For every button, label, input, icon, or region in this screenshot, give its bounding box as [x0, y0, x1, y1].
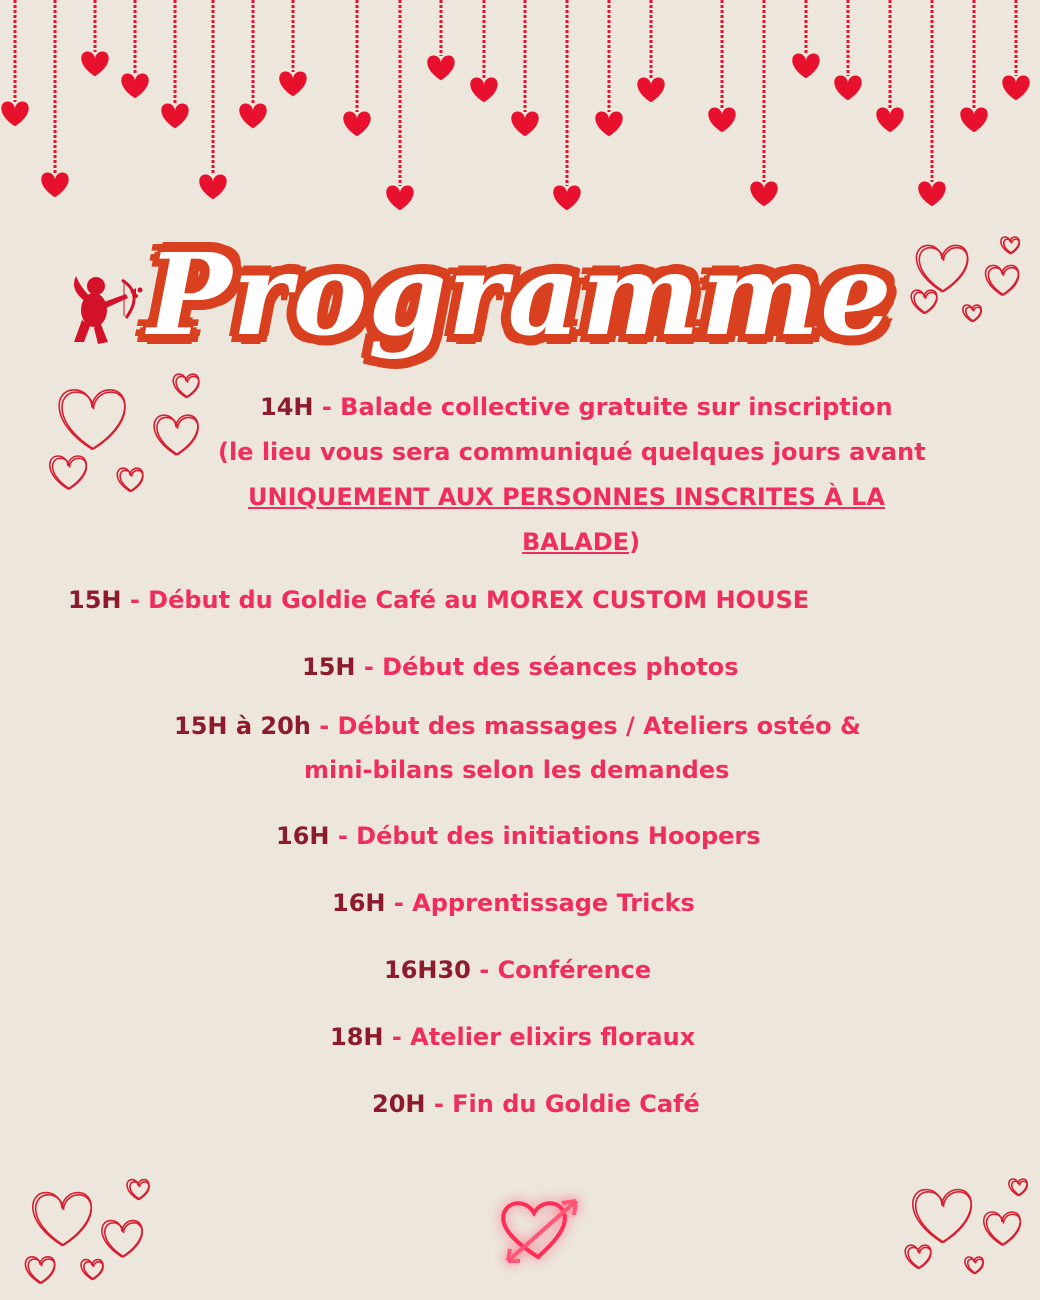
heart-outline-icon	[81, 1260, 103, 1280]
schedule-line: 16H - Début des initiations Hoopers	[276, 822, 761, 850]
hanging-heart-icon	[81, 52, 108, 77]
heart-outline-icon	[157, 417, 198, 454]
schedule-line: 18H - Atelier elixirs floraux	[330, 1023, 696, 1051]
page-title: Programme	[147, 230, 893, 361]
heart-outline-icon	[33, 1193, 91, 1246]
schedule-line: UNIQUEMENT AUX PERSONNES INSCRITES À LA	[248, 483, 885, 511]
hanging-heart-icon	[386, 186, 413, 211]
schedule-line: 20H - Fin du Goldie Café	[372, 1090, 700, 1118]
heart-outline-icon	[965, 1257, 983, 1274]
heart-outline-icon	[62, 392, 125, 449]
hanging-heart-icon	[834, 76, 861, 101]
hanging-heart-icon	[637, 78, 664, 103]
heart-outline-icon	[987, 1214, 1021, 1245]
heart-outline-icon	[59, 390, 125, 449]
hanging-heart-icon	[239, 104, 266, 129]
heart-outline-icon	[908, 1247, 931, 1268]
heart-outline-icon	[154, 415, 198, 455]
hanging-heart-icon	[121, 74, 148, 99]
heart-outline-icon	[127, 1180, 149, 1200]
heart-outline-icon	[36, 1195, 92, 1245]
heart-outline-icon	[905, 1245, 931, 1268]
heart-outline-icon	[105, 1223, 142, 1257]
heart-outline-icon	[25, 1257, 54, 1283]
heart-outline-icon	[913, 1190, 971, 1243]
heart-outline-icon	[1009, 1179, 1027, 1196]
heart-outline-icon	[968, 1259, 984, 1273]
hanging-heart-icon	[750, 182, 777, 207]
heart-outline-icon	[102, 1221, 142, 1257]
heart-outline-icon	[984, 1212, 1021, 1245]
hanging-heart-icon	[918, 182, 945, 207]
hanging-heart-icon	[1002, 76, 1029, 101]
hanging-heart-icon	[876, 108, 903, 133]
hanging-heart-icon	[343, 112, 370, 137]
schedule-line: mini-bilans selon les demandes	[304, 756, 730, 784]
heart-outline-icon	[28, 1259, 54, 1283]
heart-outline-icon	[130, 1182, 149, 1199]
neon-heart-arrow-icon	[503, 1201, 576, 1261]
hanging-heart-icon	[792, 54, 819, 79]
hanging-hearts-icon	[0, 0, 1040, 230]
hanging-heart-icon	[41, 173, 68, 198]
hanging-heart-icon	[199, 175, 226, 200]
schedule-line: 15H à 20h - Début des massages / Ateliers ostéo &	[174, 712, 861, 740]
heart-outline-icon	[117, 468, 143, 491]
heart-outline-icon	[916, 1192, 972, 1242]
heart-outline-icon	[173, 374, 199, 397]
hanging-heart-icon	[1, 102, 28, 127]
heart-outline-icon	[84, 1262, 103, 1279]
hanging-heart-icon	[161, 104, 188, 129]
schedule-line: 15H - Début du Goldie Café au MOREX CUSTOM HOUSE	[68, 586, 810, 614]
heart-outline-icon	[176, 376, 199, 397]
hanging-heart-icon	[427, 56, 454, 81]
heart-outline-icon	[53, 458, 87, 489]
hanging-heart-icon	[470, 78, 497, 103]
schedule-line: (le lieu vous sera communiqué quelques jours avant	[218, 438, 926, 466]
schedule-line: BALADE)	[522, 528, 641, 556]
schedule-line: 16H - Apprentissage Tricks	[332, 889, 695, 917]
hanging-heart-icon	[960, 108, 987, 133]
hanging-heart-icon	[553, 186, 580, 211]
hanging-heart-icon	[595, 112, 622, 137]
schedule-line: 15H - Début des séances photos	[302, 653, 739, 681]
heart-outline-icon	[50, 456, 87, 489]
hanging-heart-icon	[708, 108, 735, 133]
heart-outline-icon	[120, 470, 143, 491]
heart-outline-icon	[1012, 1181, 1028, 1195]
hanging-heart-icon	[279, 72, 306, 97]
hanging-heart-icon	[511, 112, 538, 137]
schedule-line: 14H - Balade collective gratuite sur inscription	[260, 393, 893, 421]
schedule-line: 16H30 - Conférence	[384, 956, 652, 984]
